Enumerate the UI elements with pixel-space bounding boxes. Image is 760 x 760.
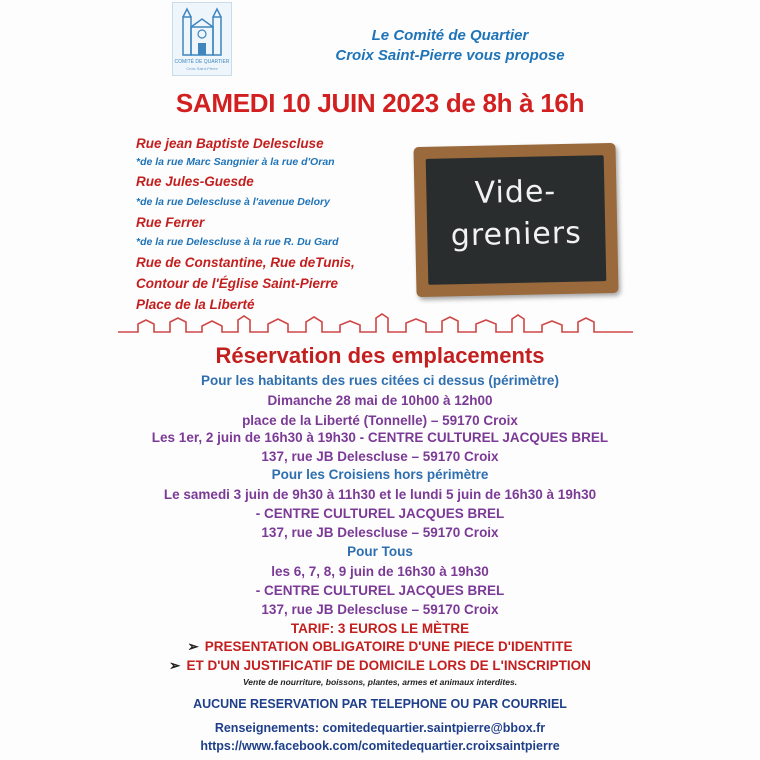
street-4: Rue de Constantine, Rue deTunis, [136,255,355,270]
reservation-title: Réservation des emplacements [215,343,545,368]
res-line-2: Dimanche 28 mai de 10h00 à 12h00 [267,393,493,408]
street-1-detail: *de la rue Marc Sangnier à la rue d'Oran [136,156,335,168]
requirement-2 [90,658,670,674]
street-3: Rue Ferrer [136,215,205,230]
street-6: Place de la Liberté [136,297,255,312]
arrow-icon: ➢ [187,639,199,654]
no-phone-reservation: AUCUNE RESERVATION PAR TELEPHONE OU PAR COURRIEL [193,697,567,711]
intro-line-2: Croix Saint-Pierre vous propose [335,47,565,64]
chalkboard-line-1: Vide- [474,174,557,211]
forbidden-sales: Vente de nourriture, boissons, plantes, armes et animaux interdites. [242,677,518,687]
res-line-11: les 6, 7, 8, 9 juin de 16h30 à 19h30 [271,564,489,579]
street-5: Contour de l'Église Saint-Pierre [136,276,338,291]
res-line-3: place de la Liberté (Tonnelle) – 59170 Croix [242,413,518,428]
requirement-1 [90,639,670,655]
chalkboard-line-2: greniers [450,215,583,254]
res-line-7: Le samedi 3 juin de 9h30 à 11h30 et le lundi 5 juin de 16h30 à 19h30 [163,487,597,502]
tarif: TARIF: 3 EUROS LE MÈTRE [290,621,470,636]
event-date: SAMEDI 10 JUIN 2023 de 8h à 16h [175,88,585,118]
logo-text: COMITÉ DE QUARTIER [174,59,230,65]
street-3-detail: *de la rue Delescluse à la rue R. Du Gard [136,236,339,248]
res-line-13: 137, rue JB Delescluse – 59170 Croix [261,602,499,617]
res-line-8: - CENTRE CULTUREL JACQUES BREL [255,506,505,521]
res-line-6: Pour les Croisiens hors périmètre [271,467,489,482]
town-skyline-icon [118,312,633,334]
res-line-1: Pour les habitants des rues citées ci dessus (périmètre) [201,373,559,388]
vide-greniers-chalkboard [413,143,618,297]
res-line-4: Les 1er, 2 juin de 16h30 à 19h30 - CENTRE CULTUREL JACQUES BREL [151,430,609,445]
street-2-detail: *de la rue Delescluse à l'avenue Delory [136,196,330,208]
contact-facebook: https://www.facebook.com/comitedequartier.croixsaintpierre [200,739,560,753]
committee-logo [172,2,232,76]
requirement-2-text: ET D'UN JUSTIFICATIF DE DOMICILE LORS DE L'INSCRIPTION [186,658,591,673]
res-line-10: Pour Tous [347,544,413,559]
chalkboard-slate [426,155,607,285]
logo-subtext: Croix Saint-Pierre [186,66,218,71]
intro-line-1: Le Comité de Quartier [371,27,529,44]
arrow-icon: ➢ [169,658,181,673]
church-icon [179,7,225,57]
res-line-12: - CENTRE CULTUREL JACQUES BREL [255,583,505,598]
res-line-9: 137, rue JB Delescluse – 59170 Croix [261,525,499,540]
street-2: Rue Jules-Guesde [136,174,254,189]
street-1: Rue jean Baptiste Delescluse [136,136,324,151]
contact-email: Renseignements: comitedequartier.saintpierre@bbox.fr [214,721,546,735]
res-line-5: 137, rue JB Delescluse – 59170 Croix [261,449,499,464]
requirement-1-text: PRESENTATION OBLIGATOIRE D'UNE PIECE D'IDENTITE [204,639,573,654]
